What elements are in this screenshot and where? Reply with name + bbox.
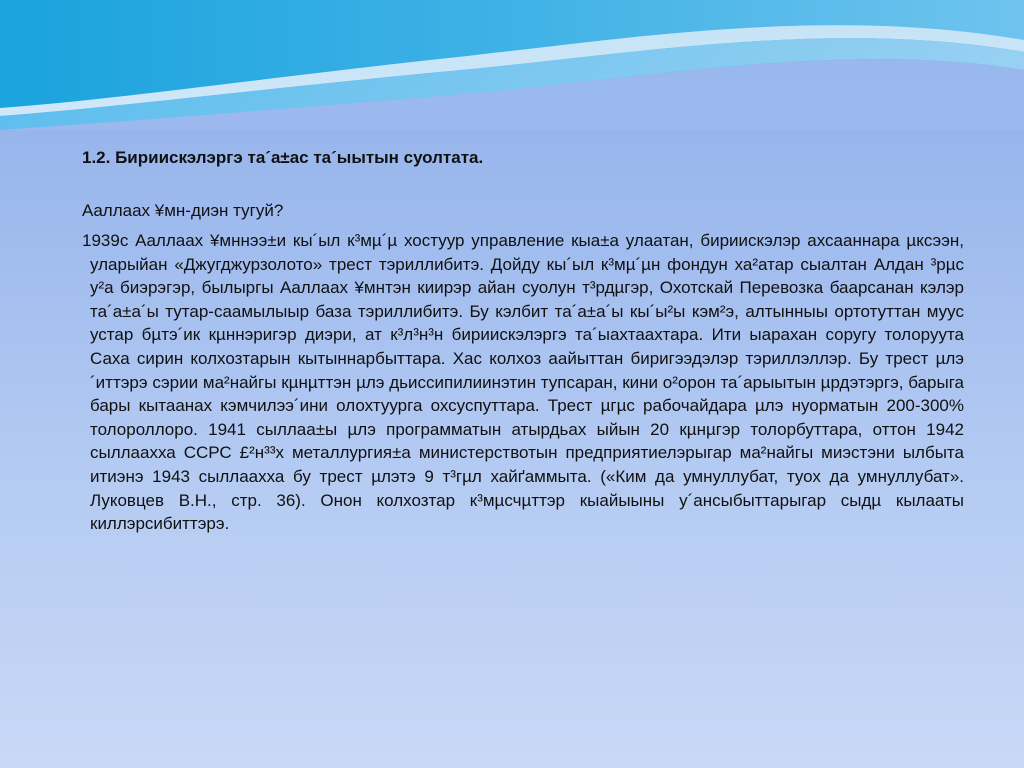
section-heading: 1.2. Бириискэлэргэ та´а±ас та´ыытын суолтата. [82, 148, 484, 167]
body-paragraph: 1939с Аaллаах ¥мннээ±и кы´ыл к³мµ´µ хостуур управление кыа±а улаатан, бириискэлэр ахсааннара µксээн, уларыйан «Джугджурзолото» трест тэриллибитэ. Дойду кы´ыл к³мµ´µн фондун ха²атар сыалтан Алдан ³рµс у²а биэрэгэр, былыргы Аaллаах ¥мнтэн киирэр айан суолун т³рдµгэр, Охотскай Перевозка баарсанан кэлэр та´а±а´ы тутар-саамылыыр база тэриллибитэ. Бу кэлбит та´а±а´ы кы´ы²ы кэм²э, алтынныы ортотуттан муус устар бµтэ´ик кµннэригэр диэри, ат к³л³н³н бириискэлэргэ та´ыахтаахтара. Ити ыарахан соругу толоруута Саха сирин колхозтарын кытыннарбыттара. Хас колхоз аайыттан биригээдэлэр тэриллэллэр. Бу трест µлэ´иттэрэ сэрии ма²найгы кµнµттэн µлэ дьиссипилиинэтин тупсаран, кини о²орон та´арыытын µрдэтэргэ, барыга бары кытаанах кэмчилээ´ини олохтуурга охсуспуттара. Трест µгµс рабочайдара µлэ нуорматын 200-300% толороллоро. 1941 сыллаа±ы µлэ программатын атырдьах ыйын 20 кµнµгэр толорбуттара, оттон 1942 сыллаахха ССРС £²н³³х металлургия±а министерствотын предприятиелэрыгар ма²найгы миэстэни ылбыта итиэнэ 1943 сыллаахха бу трест µлэтэ 9 т³гµл хайґаммыта. («Ким да умнуллубат, туох да умнуллубат». Луковцев В.Н., стр. 36). Онон колхозтар к³мµсчµттэр кыайыыны у´ансыбыттарыгар сыдµ кылааты киллэрсибиттэрэ. [82, 231, 964, 534]
section-subheading: Аaллаах ¥мн-диэн тугуй? [82, 201, 284, 220]
slide-content [82, 146, 964, 536]
decorative-wave [0, 0, 1024, 130]
